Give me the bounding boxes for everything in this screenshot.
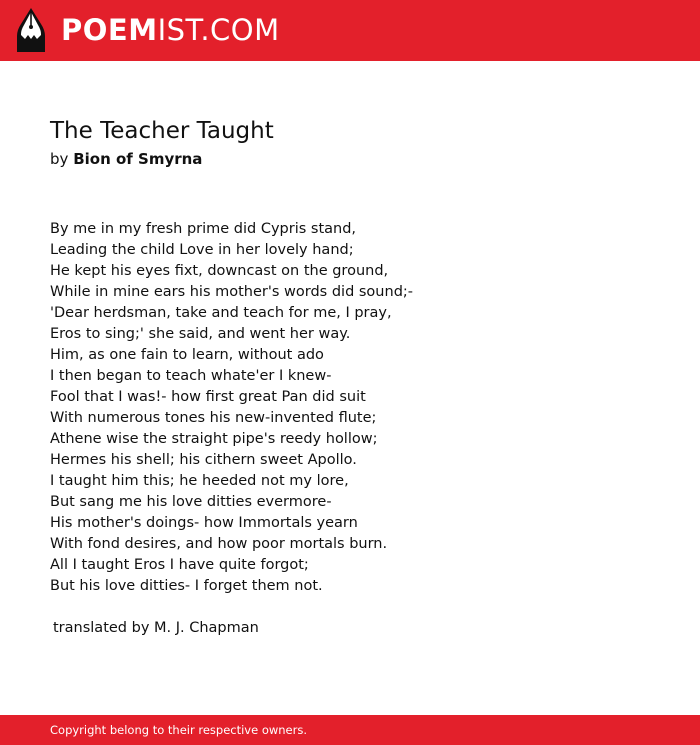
poem-line: Leading the child Love in her lovely hand; xyxy=(50,242,354,258)
poem-line: 'Dear herdsman, take and teach for me, I pray, xyxy=(50,305,392,321)
poem-text xyxy=(50,219,413,597)
poem-line: His mother's doings- how Immortals yearn xyxy=(50,515,358,531)
poem-title: The Teacher Taught xyxy=(50,118,274,144)
poem-line: With fond desires, and how poor mortals burn. xyxy=(50,536,388,552)
author-link[interactable]: Bion of Smyrna xyxy=(73,150,203,168)
pen-nib-icon[interactable] xyxy=(17,8,45,52)
poem-line: With numerous tones his new-invented flute; xyxy=(50,410,377,426)
poem-line: I taught him this; he heeded not my lore, xyxy=(50,473,349,489)
site-footer xyxy=(0,715,700,745)
poem-line: While in mine ears his mother's words did sound;- xyxy=(50,284,414,300)
poem-line: Hermes his shell; his cithern sweet Apollo. xyxy=(50,452,357,468)
poem-line: Athene wise the straight pipe's reedy hollow; xyxy=(50,431,378,447)
poem-line: By me in my fresh prime did Cypris stand, xyxy=(50,221,357,237)
poem-line: Eros to sing;' she said, and went her way. xyxy=(50,326,351,342)
site-logo[interactable] xyxy=(61,11,280,49)
byline xyxy=(50,149,202,169)
poem-line: But sang me his love ditties evermore- xyxy=(50,494,332,510)
poem-line: Him, as one fain to learn, without ado xyxy=(50,347,324,363)
poem-line: But his love ditties- I forget them not. xyxy=(50,578,323,594)
poem-line: I then began to teach whate'er I knew- xyxy=(50,368,332,384)
poem-line: He kept his eyes fixt, downcast on the ground, xyxy=(50,263,389,279)
translator-credit: translated by M. J. Chapman xyxy=(53,620,259,636)
by-label: by xyxy=(50,150,69,168)
poem-line: Fool that I was!- how first great Pan did suit xyxy=(50,389,366,405)
brand-bold: POEM xyxy=(61,13,158,47)
poem-line: All I taught Eros I have quite forgot; xyxy=(50,557,309,573)
site-header xyxy=(0,0,700,61)
copyright-text: Copyright belong to their respective owners. xyxy=(50,723,308,737)
brand-light: IST.COM xyxy=(157,13,280,47)
